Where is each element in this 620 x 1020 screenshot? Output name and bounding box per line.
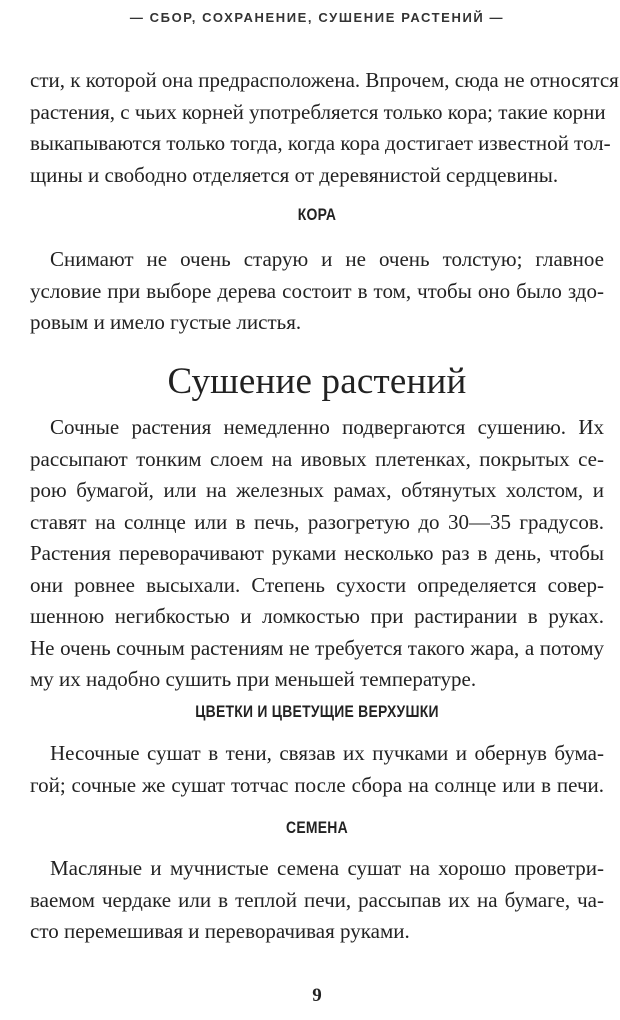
text-line: ровым и имело густые листья. [30,310,302,334]
text-line: шенною негибкостью и ломкостью при растирании в руках. [30,604,604,628]
text-line: Масляные и мучнистые семена сушат на хорошо проветри- [50,856,604,880]
running-head: — СБОР, СОХРАНЕНИЕ, СУШЕНИЕ РАСТЕНИЙ — [129,10,505,25]
text-line: Сочные растения немедленно подвергаются сушению. Их [50,415,604,439]
text-line: ваемом чердаке или в теплой печи, рассыпав их на бумаге, ча- [30,887,604,912]
text-line: Растения переворачивают руками несколько раз в день, чтобы [30,541,604,565]
intro-paragraph [30,65,619,191]
book-page [30,0,619,1020]
text-line: му их надобно сушить при меньшей температуре. [30,667,477,691]
text-line: они ровнее высыхали. Степень сухости определяется совер- [30,572,604,597]
text-line: выкапываются только тогда, когда кора достигает известной тол- [30,131,611,155]
drying-paragraph [30,412,604,696]
text-line: условие при выборе дерева состоит в том, чтобы оно было здо- [30,278,604,303]
page-number: 9 [312,985,322,1006]
seeds-paragraph [30,853,604,948]
text-line: Снимают не очень старую и не очень толстую; главное [50,247,604,271]
text-line: растения, с чьих корней употребляется только кора; такие корни [30,99,606,124]
text-line: сти, к которой она предрасположена. Впрочем, сюда не относятся [30,68,619,92]
text-line: гой; сочные же сушат тотчас после сбора на солнце или в печи. [30,772,604,797]
text-line: Не очень сочным растениям не требуется такого жара, а потому [30,635,604,660]
text-line: сто перемешивая и переворачивая руками. [30,919,410,943]
kora-paragraph [30,244,604,339]
subheading-kora: КОРА [297,205,337,224]
text-line: рассыпают тонким слоем на ивовых плетенках, покрытых се- [30,446,604,471]
flowers-paragraph [30,738,604,801]
section-title: Сушение растений [167,361,467,402]
text-line: рою бумагой, или на железных рамах, обтянутых холстом, и [30,478,604,502]
subheading-seeds: СЕМЕНА [286,818,348,837]
text-line: Несочные сушат в тени, связав их пучками и обернув бума- [50,741,604,765]
text-line: щины и свободно отделяется от деревянистой сердцевины. [30,162,559,187]
subheading-flowers: ЦВЕТКИ И ЦВЕТУЩИЕ ВЕРХУШКИ [195,702,439,721]
text-line: ставят на солнце или в печь, разогретую до 30—35 градусов. [30,509,604,534]
